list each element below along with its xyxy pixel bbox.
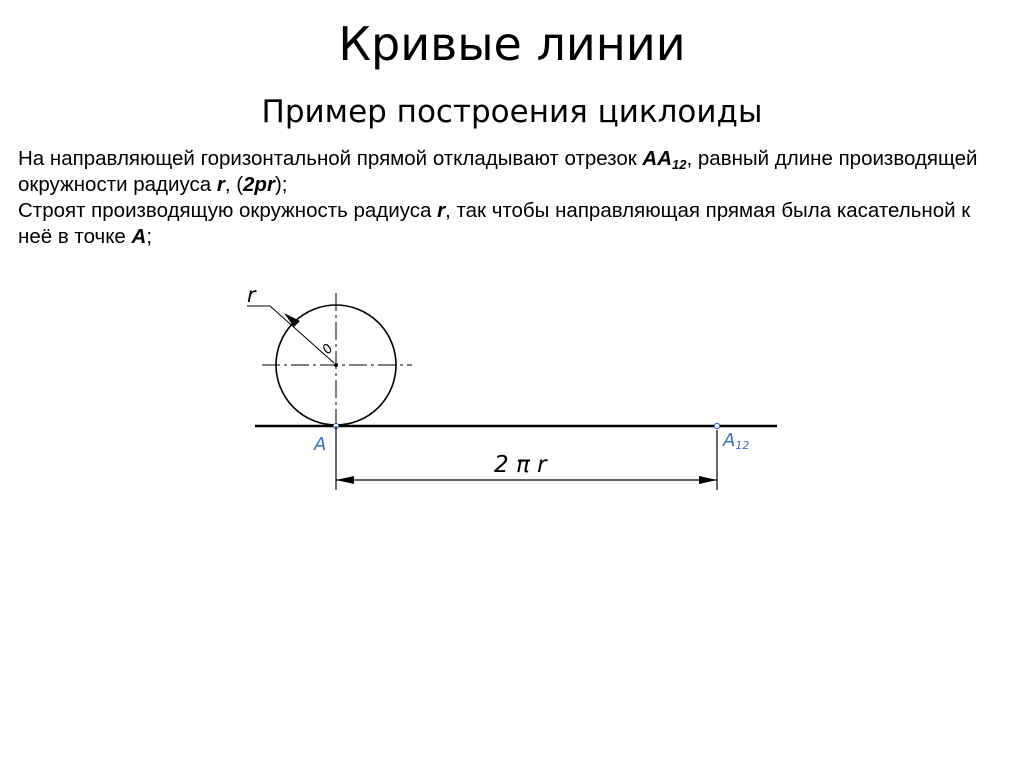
p2-radius: r [437,199,446,222]
slide-subtitle: Пример построения циклоиды [261,94,763,130]
point-a-label: A [314,434,327,455]
slide-title: Кривые линии [338,17,686,71]
center-point [334,363,338,367]
dimension-arrow-left [336,476,354,484]
point-a12-label-sub: 12 [735,439,750,452]
radius-leader-line [270,306,334,363]
point-a12-label [722,430,749,452]
p1-formula: 2pr [243,173,275,196]
p1-segment-sub: 12 [672,157,687,172]
dimension-label: 2 π r [494,452,547,478]
p1-text-c: , ( [224,173,244,196]
p1-text-d: ); [274,173,288,196]
p2-text-a: Строят производящую окружность радиуса [18,199,438,222]
dimension-arrow-right [699,476,717,484]
p2-text-b: , так чтобы направляющая прямая была касательной к неё в точке [18,199,971,248]
point-a12-label-main: A [723,430,736,451]
point-a12-marker [714,423,719,428]
p1-text-a: На направляющей горизонтальной прямой откладывают отрезок [18,147,643,170]
p1-segment-main: AA [642,147,673,170]
radius-label: r [247,283,256,307]
center-label: 0 [319,341,337,358]
p1-text-b: , равный длине производящей окружности радиуса [18,147,978,196]
p2-text-c: ; [146,225,153,248]
p2-point: A [131,225,147,248]
p1-radius: r [216,173,225,196]
